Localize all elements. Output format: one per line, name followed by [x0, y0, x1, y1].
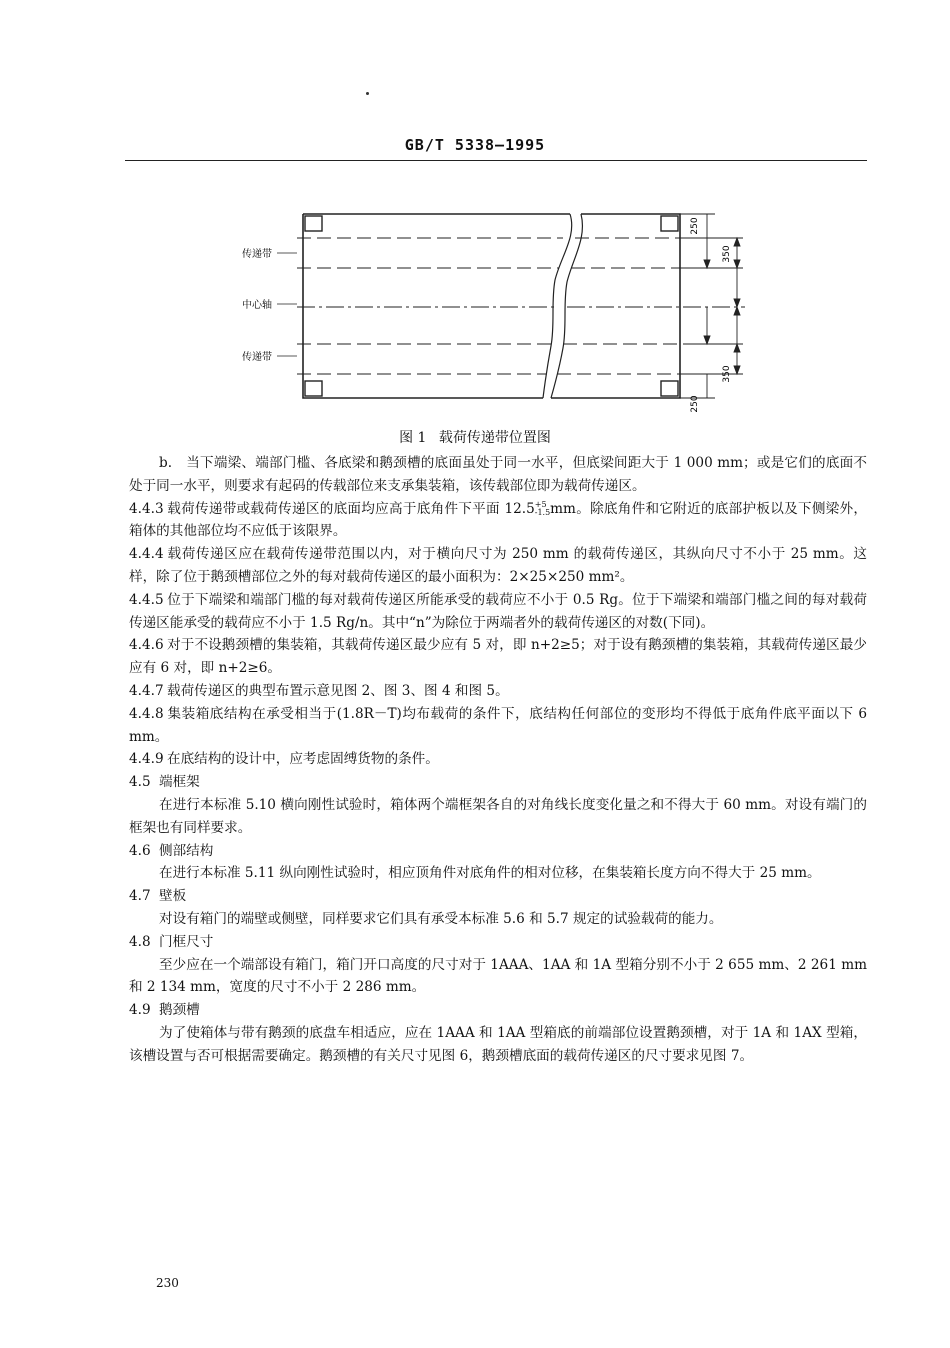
section-title: 鹅颈槽 [159, 1002, 200, 1019]
scan-speck [366, 92, 369, 95]
label-belt-top: 传递带 [242, 249, 272, 260]
corner-fitting-tr [661, 216, 678, 231]
belt-lines [297, 238, 685, 374]
para-4-4-3 [129, 498, 867, 544]
clause-number: 4.4.9 [129, 751, 164, 768]
section-number: 4.9 [129, 1002, 151, 1019]
caption-title: 载荷传递带位置图 [438, 430, 551, 446]
header-rule [125, 160, 867, 161]
para-4-9: 为了使箱体与带有鹅颈的底盘车相适应，应在 1AAA 和 1AA 型箱底的前端部位设置鹅颈槽，对于 1A 和 1AX 型箱，该槽设置与否可根据需要确定。鹅颈槽的有关尺寸见图 6，鹅颈槽底面的载荷传递区的尺寸要求见图 7。 [129, 1024, 867, 1064]
page-header: GB/T 5338—1995 [404, 136, 546, 154]
para-4-8: 至少应在一个端部设有箱门，箱门开口高度的尺寸对于 1AAA、1AA 和 1A 型箱分别不小于 2 655 mm、2 261 mm 和 2 134 mm，宽度的尺寸不小于 2 286 mm。 [129, 956, 867, 996]
section-number: 4.6 [129, 842, 151, 859]
dim-extension-lines [680, 214, 743, 398]
clause-number: 4.4.6 [129, 637, 164, 654]
box-left-outline [303, 214, 570, 398]
para-b [129, 452, 867, 498]
para-4-4-8 [129, 703, 867, 749]
corner-fitting-br [661, 381, 678, 396]
section-title: 端框架 [159, 774, 200, 791]
page-number: 230 [156, 1276, 179, 1290]
body-text [129, 452, 867, 1068]
tolerance [535, 501, 550, 517]
para-4-4-9 [129, 748, 867, 771]
section-number: 4.5 [129, 774, 151, 791]
para-4-7: 对设有箱门的端壁或侧壁，同样要求它们具有承受本标准 5.6 和 5.7 规定的试验载荷的能力。 [159, 910, 723, 927]
heading-4-5 [129, 771, 867, 794]
tolerance-lower: -1.5 [534, 508, 551, 518]
corner-fitting-bl [305, 381, 322, 396]
para-4-4-5 [129, 589, 867, 635]
para-4-4-6 [129, 634, 867, 680]
box-right-outline [551, 214, 680, 398]
para-4-4-4 [129, 543, 867, 589]
dim-250-bottom: 250 [690, 395, 700, 413]
label-center-axis: 中心轴 [242, 300, 272, 311]
section-number: 4.8 [129, 933, 151, 950]
section-title: 门框尺寸 [159, 933, 214, 950]
para-4-5: 在进行本标准 5.10 横向刚性试验时，箱体两个端框架各自的对角线长度变化量之和不得大于 60 mm。对设有端门的框架也有同样要求。 [129, 796, 867, 836]
dim-350-bottom: 350 [722, 365, 732, 383]
para-4-4-6-text: 对于不设鹅颈槽的集装箱，其载荷传递区最少应有 5 对，即 n+2≥5；对于设有鹅颈槽的集装箱，其载荷传递区最少应有 6 对，即 n+2≥6。 [129, 637, 867, 677]
section-title: 壁板 [159, 888, 187, 905]
para-4-4-5-text: 位于下端梁和端部门槛的每对载荷传递区所能承受的载荷应不小于 0.5 Rg。位于下端梁和端部门槛之间的每对载荷传递区能承受的载荷应不小于 1.5 Rg/n。其中“n”为除位于两端者外的载荷传递区的对数(下同)。 [129, 591, 867, 631]
dim-350-top: 350 [722, 245, 732, 263]
figure-1-caption [0, 427, 950, 447]
clause-number: 4.4.8 [129, 705, 164, 722]
heading-4-6 [129, 840, 867, 863]
tolerance-upper: +5 [534, 500, 547, 510]
para-4-4-3-text-a: 载荷传递带或载荷传递区的底面均应高于底角件下平面 12.5 [167, 500, 535, 517]
heading-4-7 [129, 885, 867, 908]
para-4-4-4-text: 载荷传递区应在载荷传递带范围以内，对于横向尺寸为 250 mm 的载荷传递区，其纵向尺寸不小于 25 mm。这样，除了位于鹅颈槽部位之外的每对载荷传递区的最小面积为：2×25×250 mm²。 [129, 546, 867, 585]
break-line-right [551, 214, 582, 398]
para-4-4-7-text: 载荷传递区的典型布置示意见图 2、图 3、图 4 和图 5。 [167, 682, 509, 699]
section-number: 4.7 [129, 888, 151, 905]
clause-number: 4.4.5 [129, 591, 164, 608]
clause-number: 4.4.3 [129, 500, 164, 517]
para-4-4-9-text: 在底结构的设计中，应考虑固缚货物的条件。 [167, 751, 439, 768]
clause-number: 4.4.4 [129, 546, 164, 563]
para-b-text: 当下端梁、端部门槛、各底梁和鹅颈槽的底面虽处于同一水平，但底梁间距大于 1 000 mm；或是它们的底面不处于同一水平，则要求有起码的传载部位来支承集装箱，该传载部位即为载荷传递区。 [129, 455, 867, 494]
para-4-4-7 [129, 680, 867, 703]
para-b-label: b. [159, 455, 173, 471]
corner-fitting-tl [305, 216, 322, 231]
caption-number: 图 1 [399, 430, 427, 446]
para-4-4-8-text: 集装箱底结构在承受相当于(1.8R－T)均布载荷的条件下，底结构任何部位的变形均不得低于底角件底平面以下 6 mm。 [129, 705, 867, 745]
figure-1-diagram [225, 196, 745, 418]
label-belt-bottom: 传递带 [242, 352, 272, 363]
clause-number: 4.4.7 [129, 682, 164, 699]
break-line-left [543, 214, 572, 398]
para-4-4-3-text-b: mm。除底角件和它附近的底部护板以及下侧梁外，箱体的其他部位均不应低于该限界。 [129, 500, 867, 540]
para-4-6: 在进行本标准 5.11 纵向刚性试验时，相应顶角件对底角件的相对位移，在集装箱长度方向不得大于 25 mm。 [159, 865, 821, 882]
dim-250-top: 250 [690, 217, 700, 235]
section-title: 侧部结构 [159, 842, 214, 859]
heading-4-8 [129, 931, 867, 954]
heading-4-9 [129, 999, 867, 1022]
